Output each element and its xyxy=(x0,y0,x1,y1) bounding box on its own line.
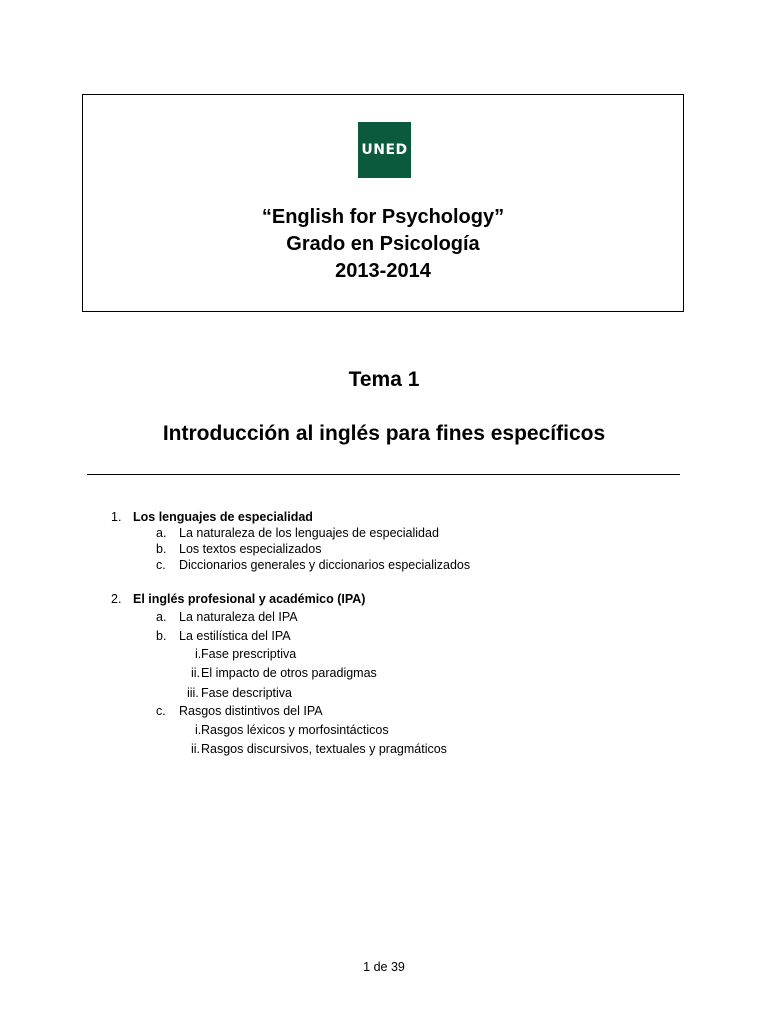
section-1-title: Los lenguajes de especialidad xyxy=(133,510,313,524)
list-item-marker: c. xyxy=(156,704,166,718)
uned-logo xyxy=(358,122,411,178)
list-item-marker: a. xyxy=(156,610,167,624)
section-2-title: El inglés profesional y académico (IPA) xyxy=(133,592,366,606)
sub-item-marker: i. xyxy=(195,647,202,661)
degree-title: Grado en Psicología xyxy=(286,233,480,255)
page-number: 1 de 39 xyxy=(363,960,405,974)
sub-item: Fase descriptiva xyxy=(201,686,293,700)
list-item-marker: a. xyxy=(156,526,167,540)
sub-item-marker: ii. xyxy=(191,666,201,680)
sub-item: Fase prescriptiva xyxy=(201,647,297,661)
divider xyxy=(87,474,680,475)
section-1-number: 1. xyxy=(111,510,122,524)
list-item-marker: b. xyxy=(156,629,167,643)
course-title: “English for Psychology” xyxy=(261,206,505,228)
list-item: Diccionarios generales y diccionarios especializados xyxy=(179,558,471,572)
list-item-marker: b. xyxy=(156,542,167,556)
academic-year: 2013-2014 xyxy=(335,260,431,282)
section-2-number: 2. xyxy=(111,592,122,606)
list-item-marker: c. xyxy=(156,558,166,572)
logo-text: UNED xyxy=(361,142,408,158)
sub-item: Rasgos léxicos y morfosintácticos xyxy=(201,723,389,737)
tema-number: Tema 1 xyxy=(348,368,420,391)
list-item: La estilística del IPA xyxy=(179,629,291,643)
list-item: Los textos especializados xyxy=(179,542,322,556)
sub-item-marker: ii. xyxy=(191,742,201,756)
list-item: Rasgos distintivos del IPA xyxy=(179,704,323,718)
sub-item: El impacto de otros paradigmas xyxy=(201,666,377,680)
sub-item: Rasgos discursivos, textuales y pragmáticos xyxy=(201,742,447,756)
sub-item-marker: iii. xyxy=(187,686,199,700)
sub-item-marker: i. xyxy=(195,723,202,737)
tema-title: Introducción al inglés para fines específicos xyxy=(162,422,606,445)
title-box xyxy=(82,94,684,312)
list-item: La naturaleza del IPA xyxy=(179,610,298,624)
list-item: La naturaleza de los lenguajes de especialidad xyxy=(179,526,439,540)
